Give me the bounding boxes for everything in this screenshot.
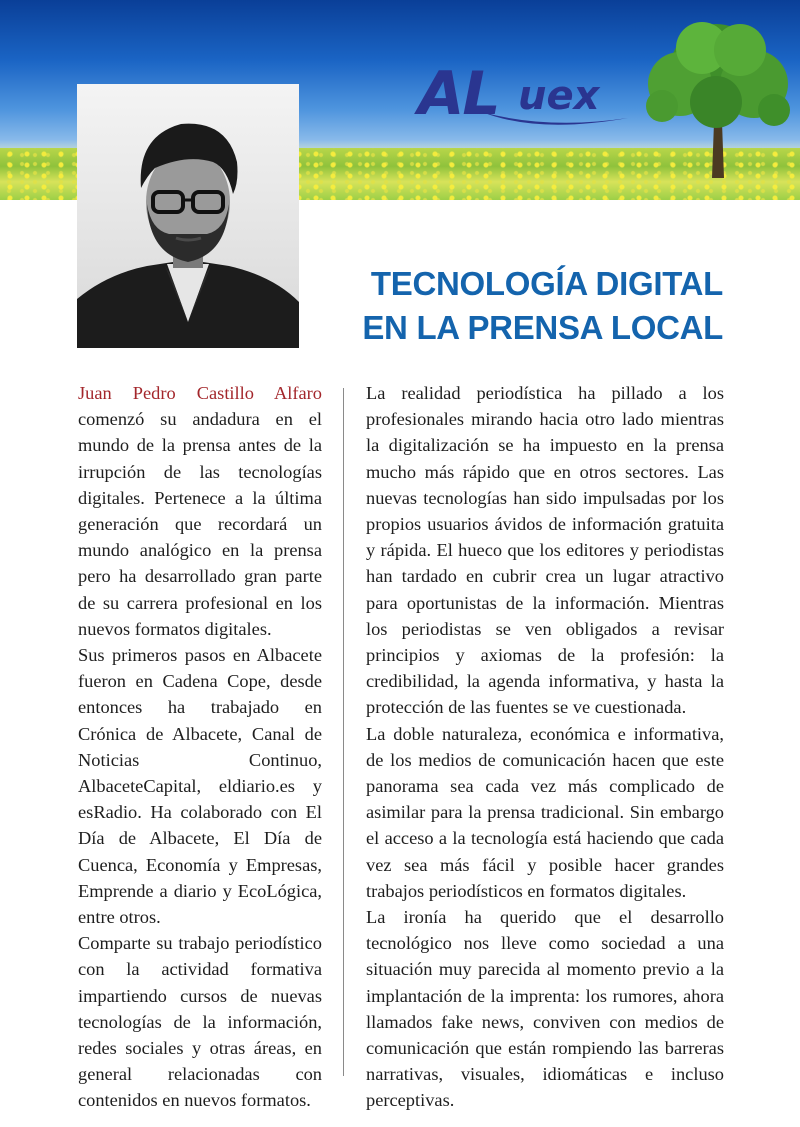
title-line-1: TECNOLOGÍA DIGITAL xyxy=(370,265,723,302)
author-name: Juan Pedro Castillo Alfaro xyxy=(78,383,322,403)
aluex-logo xyxy=(418,58,638,140)
body-paragraph-3: La ironía ha querido que el desarrollo tecnológico nos lleve como sociedad a una situación muy parecida al momento previo a la implantación de la imprenta: los rumores, ahora llamados fake news, conviven con medios de comunicación que están rompiendo las barreras narrativas, visuales, idiomáticas e incluso perceptivas. xyxy=(366,907,724,1111)
author-bio-column xyxy=(78,380,322,1114)
logo-swoosh xyxy=(478,104,638,134)
author-photo xyxy=(77,84,299,348)
tree-illustration xyxy=(632,18,800,178)
bio-paragraph-2: Sus primeros pasos en Albacete fueron en Cadena Cope, desde entonces ha trabajado en Crónica de Albacete, Canal de Noticias Continuo, AlbaceteCapital, eldiario.es y esRadio. Ha colaborado con El Día de Albacete, El Día de Cuenca, Economía y Empresas, Emprende a diario y EcoLógica, entre otros. xyxy=(78,645,322,928)
logo-text-sub: uex xyxy=(518,73,600,119)
body-paragraph-2: La doble naturaleza, económica e informativa, de los medios de comunicación hacen que este panorama sea cada vez más complicado de asimilar para la prensa tradicional. Sin embargo el acceso a la tecnología está haciendo que cada vez sea más fácil y posible hacer grandes trabajos periodísticos en formatos digitales. xyxy=(366,723,724,901)
bio-paragraph-1 xyxy=(78,380,322,642)
article-title xyxy=(330,262,723,350)
column-divider xyxy=(343,388,344,1076)
article-body-column xyxy=(366,380,724,1114)
body-paragraph-1: La realidad periodística ha pillado a los profesionales mirando hacia otro lado mientras la digitalización se ha impuesto en la prensa mucho más rápido que en otros sectores. Las nuevas tecnologías han sido impulsadas por los propios usuarios ávidos de información gratuita y rápida. El hueco que los editores y periodistas han tardado en cubrir crea un lugar atractivo para oportunistas de la información. Mientras los periodistas se ven obligados a revisar principios y axiomas de la profesión: la credibilidad, la agenda informativa, y hasta la protección de las fuentes se ve cuestionada. xyxy=(366,383,724,718)
bio-paragraph-3: Comparte su trabajo periodístico con la actividad formativa impartiendo cursos de nuevas tecnologías de la información, redes sociales y otras áreas, en general relacionadas con contenidos en nuevos formatos. xyxy=(78,933,322,1111)
bio-paragraph-1-text: comenzó su andadura en el mundo de la prensa antes de la irrupción de las tecnologías digitales. Pertenece a la última generación que recordará un mundo analógico en la prensa pero ha desarrollado gran parte de su carrera profesional en los nuevos formatos digitales. xyxy=(78,409,322,639)
logo-text-main: AL xyxy=(418,59,499,129)
title-line-2: EN LA PRENSA LOCAL xyxy=(362,309,723,346)
